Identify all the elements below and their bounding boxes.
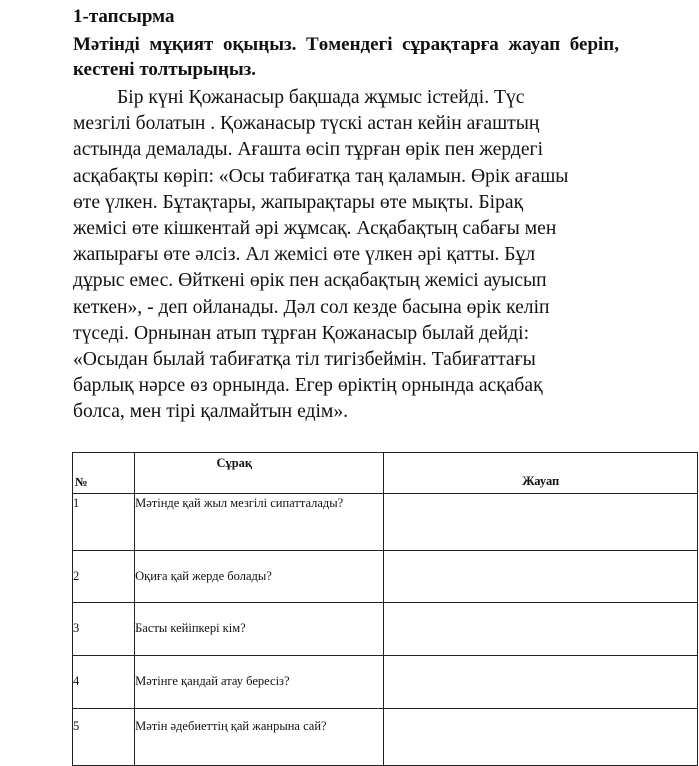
story-text xyxy=(73,85,653,426)
header-question-label: Сұрақ xyxy=(216,456,253,470)
row-question: Мәтінде қай жыл мезгілі сипатталады? xyxy=(135,494,384,551)
answer-cell[interactable] xyxy=(384,603,698,656)
row-number: 5 xyxy=(73,709,135,766)
task-title: 1-тапсырма xyxy=(73,6,175,27)
story-line: дұрыс емес. Өйткені өрік пен асқабақтың жемісі ауысып xyxy=(73,270,547,292)
header-number-cell xyxy=(73,453,135,494)
table-row xyxy=(73,494,698,551)
story-line: кеткен», - деп ойланады. Дәл сол кезде басына өрік келіп xyxy=(73,296,550,318)
table-header-row xyxy=(73,453,698,494)
answer-cell[interactable] xyxy=(384,551,698,603)
header-question-cell xyxy=(135,453,384,494)
row-question: Оқиға қай жерде болады? xyxy=(135,551,384,603)
story-line: жемісі өте кішкентай әрі жұмсақ. Асқабақтың сабағы мен xyxy=(73,218,557,240)
table-row xyxy=(73,656,698,709)
row-question: Басты кейіпкері кім? xyxy=(135,603,384,656)
story-line: Бір күні Қожанасыр бақшада жұмыс істейді. Түс xyxy=(117,87,525,108)
row-question: Мәтін әдебиеттің қай жанрына сай? xyxy=(135,709,384,766)
story-line: мезгілі болатын . Қожанасыр түскі астан кейін ағаштың xyxy=(73,113,540,135)
story-line: асқабақты көріп: «Осы табиғатқа таң қаламын. Өрік ағашы xyxy=(73,165,569,187)
header-number-label: № xyxy=(75,475,88,489)
row-question: Мәтінге қандай атау бересіз? xyxy=(135,656,384,709)
row-number: 3 xyxy=(73,603,135,656)
row-number: 4 xyxy=(73,656,135,709)
row-number: 2 xyxy=(73,551,135,603)
answer-cell[interactable] xyxy=(384,494,698,551)
table-row xyxy=(73,551,698,603)
header-answer-cell xyxy=(384,453,698,494)
row-number: 1 xyxy=(73,494,135,551)
table-row xyxy=(73,603,698,656)
story-line: жапырағы өте әлсіз. Ал жемісі өте үлкен әрі қатты. Бұл xyxy=(73,244,536,266)
table-row xyxy=(73,709,698,766)
header-answer-label: Жауап xyxy=(522,474,560,488)
story-line: астында демалады. Ағашта өсіп тұрған өрік пен жердегі xyxy=(73,139,544,161)
story-line: барлық нәрсе өз орнында. Егер өріктің орнында асқабақ xyxy=(73,375,543,397)
task-instruction: Мәтінді мұқият оқыңыз. Төмендегі сұрақтарға жауап беріп, кестені толтырыңыз. xyxy=(73,34,619,80)
question-answer-table xyxy=(72,452,698,766)
story-line: түседі. Орнынан атып тұрған Қожанасыр былай дейді: xyxy=(73,322,530,344)
answer-cell[interactable] xyxy=(384,709,698,766)
story-line: өте үлкен. Бұтақтары, жапырақтары өте мықты. Бірақ xyxy=(73,191,524,213)
answer-cell[interactable] xyxy=(384,656,698,709)
story-line: «Осыдан былай табиғатқа тіл тигізбеймін. Табиғаттағы xyxy=(73,349,536,371)
story-line: болса, мен тірі қалмайтын едім». xyxy=(73,401,349,423)
